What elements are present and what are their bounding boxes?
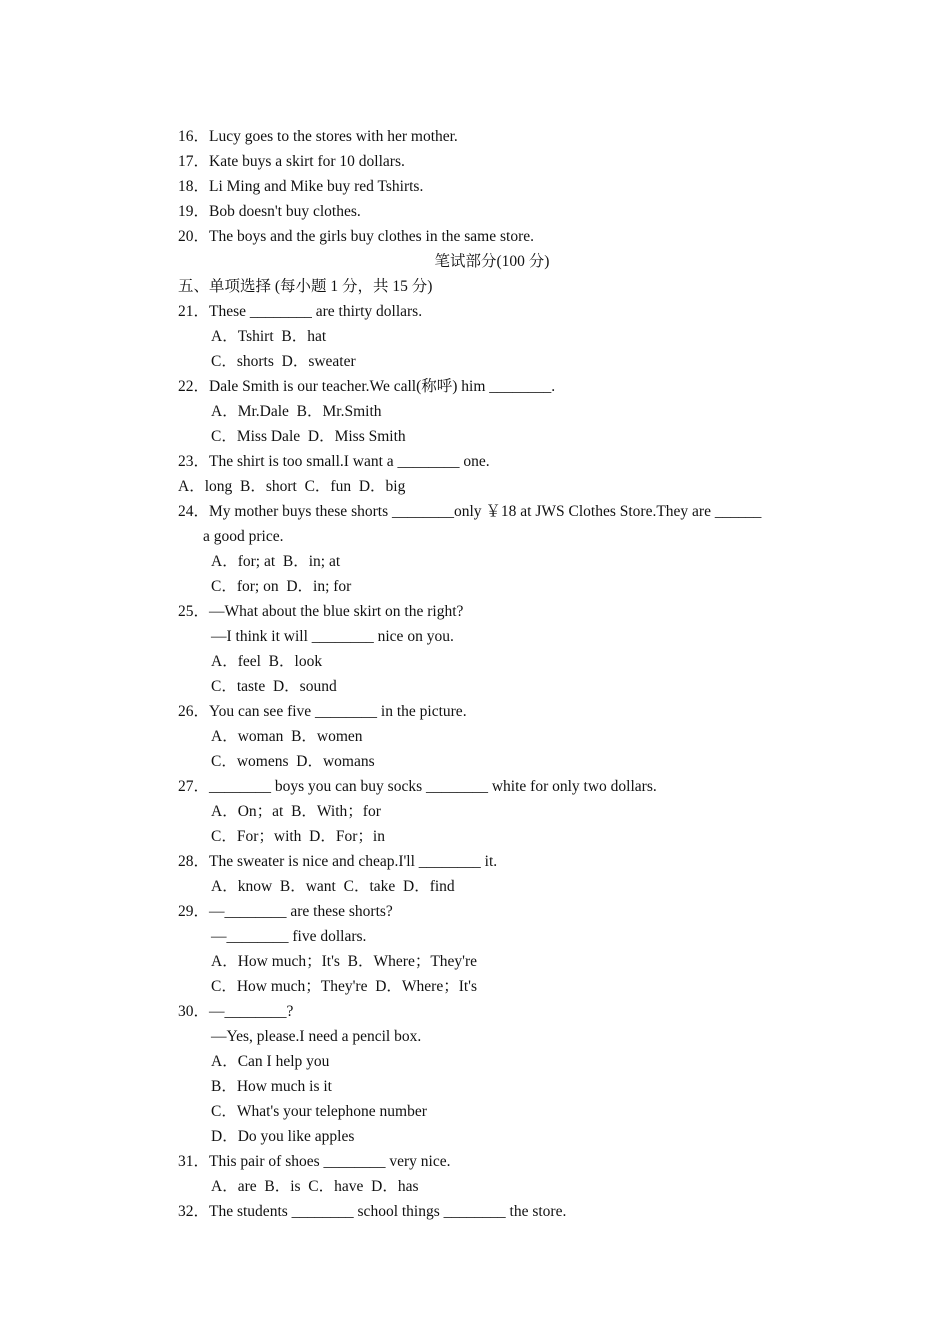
option-30-d: D．Do you like apples: [211, 1128, 355, 1145]
options-27-cd: C．For；with D．For；in: [211, 828, 385, 845]
options-28: A．know B．want C．take D．find: [211, 878, 455, 895]
options-21-ab: A．Tshirt B．hat: [211, 328, 327, 345]
question-18: 18．Li Ming and Mike buy red Tshirts.: [178, 178, 424, 195]
question-31: 31．This pair of shoes ________ very nice.: [178, 1153, 451, 1170]
question-23: 23．The shirt is too small.I want a ________ one.: [178, 453, 490, 470]
question-16: 16．Lucy goes to the stores with her mother.: [178, 128, 458, 145]
options-27-ab: A．On；at B．With；for: [211, 803, 381, 820]
options-23: A．long B．short C．fun D．big: [178, 478, 406, 495]
question-24-continued: a good price.: [203, 528, 284, 545]
question-22: 22．Dale Smith is our teacher.We call(称呼) him ________.: [178, 378, 556, 395]
options-29-ab: A．How much；It's B．Where；They're: [211, 953, 478, 970]
options-26-ab: A．woman B．women: [211, 728, 363, 745]
question-21: 21．These ________ are thirty dollars.: [178, 303, 423, 320]
options-31: A．are B．is C．have D．has: [211, 1178, 419, 1195]
question-30-reply: —Yes, please.I need a pencil box.: [211, 1028, 422, 1045]
question-26: 26．You can see five ________ in the picture.: [178, 703, 467, 720]
options-25-cd: C．taste D．sound: [211, 678, 337, 695]
options-24-ab: A．for; at B．in; at: [211, 553, 341, 570]
option-30-c: C．What's your telephone number: [211, 1103, 427, 1120]
question-25: 25．—What about the blue skirt on the right?: [178, 603, 464, 620]
options-26-cd: C．womens D．womans: [211, 753, 375, 770]
question-27: 27．________ boys you can buy socks ________ white for only two dollars.: [178, 778, 657, 795]
question-32: 32．The students ________ school things ________ the store.: [178, 1203, 567, 1220]
question-29: 29．—________ are these shorts?: [178, 903, 393, 920]
options-29-cd: C．How much；They're D．Where；It's: [211, 978, 478, 995]
question-24: 24．My mother buys these shorts ________only ￥18 at JWS Clothes Store.They are ______: [178, 503, 762, 520]
option-30-b: B．How much is it: [211, 1078, 332, 1095]
options-21-cd: C．shorts D．sweater: [211, 353, 356, 370]
options-25-ab: A．feel B．look: [211, 653, 323, 670]
options-24-cd: C．for; on D．in; for: [211, 578, 352, 595]
section-heading-written: 笔试部分(100 分): [434, 253, 550, 270]
question-28: 28．The sweater is nice and cheap.I'll ________ it.: [178, 853, 498, 870]
question-29-reply: —________ five dollars.: [211, 928, 367, 945]
question-17: 17．Kate buys a skirt for 10 dollars.: [178, 153, 405, 170]
section-title-multiple-choice: 五、单项选择 (每小题 1 分，共 15 分): [178, 278, 433, 295]
question-30: 30．—________?: [178, 1003, 294, 1020]
question-19: 19．Bob doesn't buy clothes.: [178, 203, 361, 220]
options-22-ab: A．Mr.Dale B．Mr.Smith: [211, 403, 382, 420]
question-25-reply: —I think it will ________ nice on you.: [211, 628, 454, 645]
question-20: 20．The boys and the girls buy clothes in the same store.: [178, 228, 535, 245]
options-22-cd: C．Miss Dale D．Miss Smith: [211, 428, 406, 445]
option-30-a: A．Can I help you: [211, 1053, 330, 1070]
